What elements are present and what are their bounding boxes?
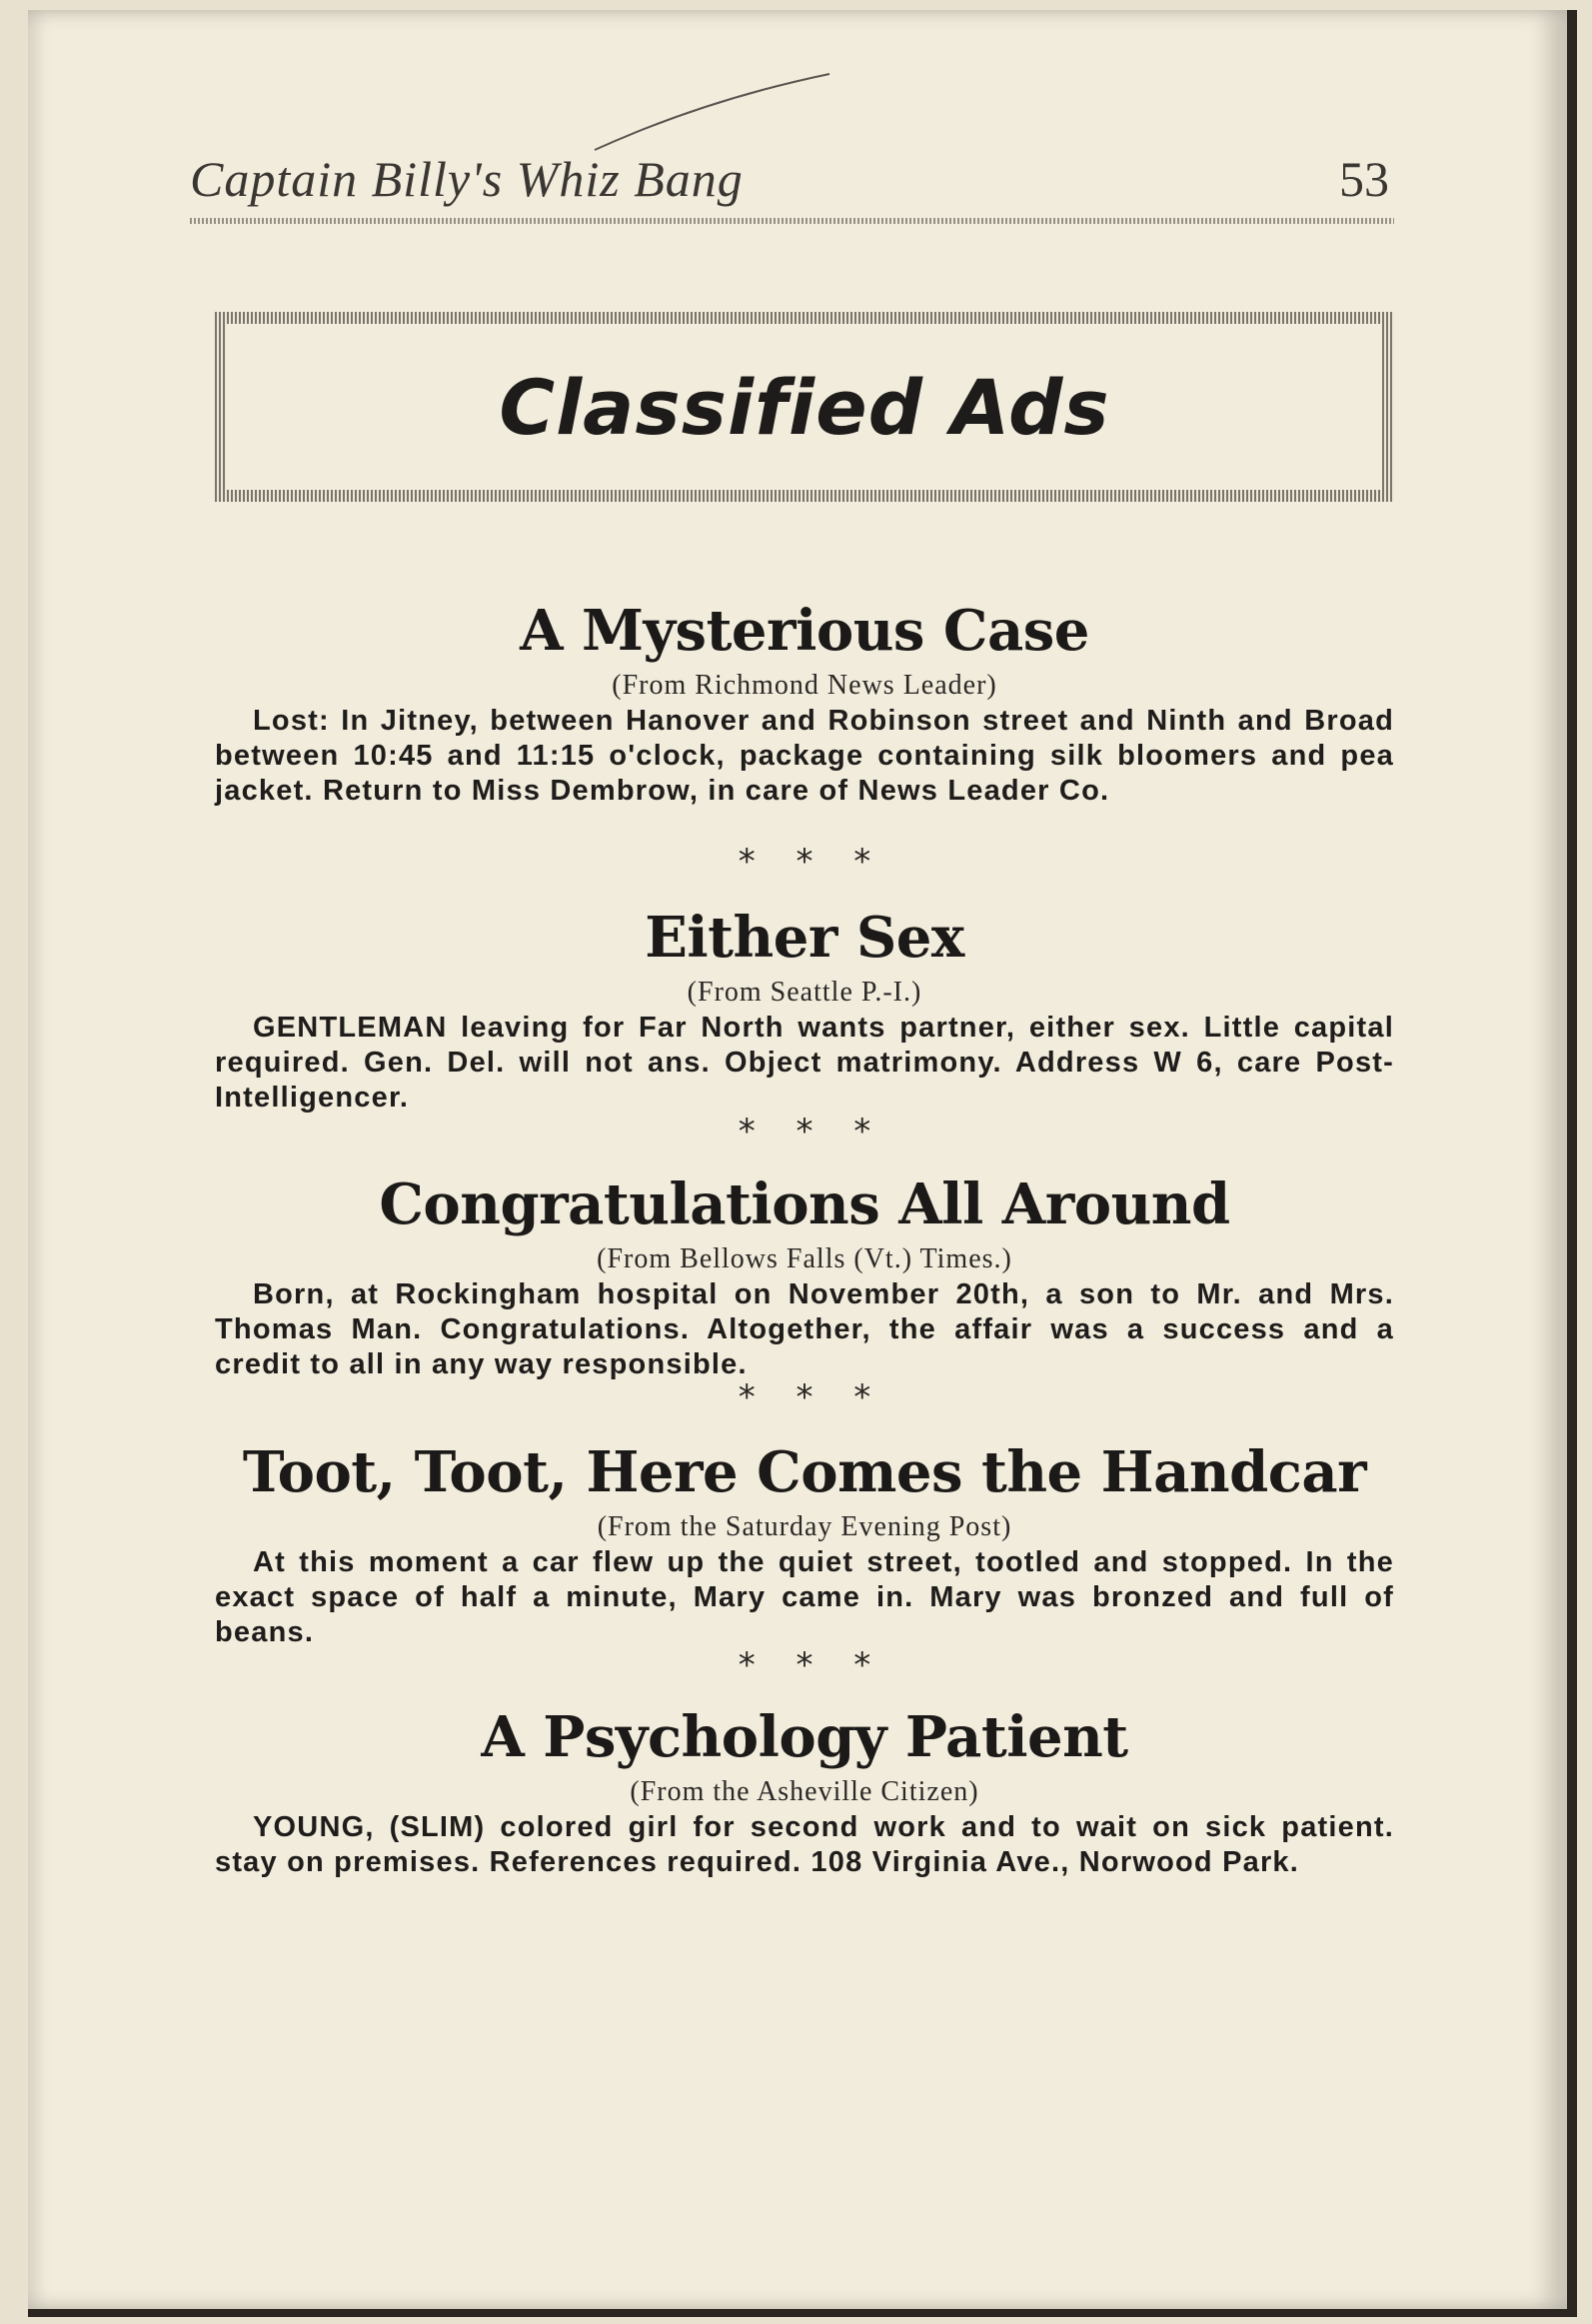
article-title: A Psychology Patient <box>481 1704 1128 1770</box>
article-title: Congratulations All Around <box>379 1171 1230 1237</box>
page-number: 53 <box>1339 151 1389 207</box>
section-title: Classified Ads <box>499 362 1110 452</box>
article-source: (From Richmond News Leader) <box>612 670 997 701</box>
article-source: (From the Saturday Evening Post) <box>597 1511 1012 1542</box>
pencil-stroke <box>585 70 834 160</box>
article-mysterious-case <box>215 598 1394 809</box>
separator-3: * * * <box>738 1377 871 1417</box>
section-banner <box>215 312 1394 502</box>
article-body: Lost: In Jitney, between Hanover and Robinson street and Ninth and Broad between 10:45 and 11:15 o'clock, package containing silk bloomers and pea jacket. Return to Miss Dembrow, in care of News Leader Co. <box>215 705 1394 807</box>
separator-1: * * * <box>738 842 871 882</box>
article-handcar <box>215 1439 1394 1650</box>
article-congratulations <box>215 1171 1394 1382</box>
header-rule <box>190 218 1394 224</box>
article-body: YOUNG, (SLIM) colored girl for second work and to wait on sick patient. stay on premises. References required. 108 Virginia Ave., Norwood Park. <box>215 1811 1394 1878</box>
running-title: Captain Billy's Whiz Bang <box>190 151 744 207</box>
article-body: At this moment a car flew up the quiet street, tootled and stopped. In the exact space of half a minute, Mary came in. Mary was bronzed and full of beans. <box>215 1546 1394 1648</box>
article-either-sex <box>215 905 1394 1116</box>
article-source: (From Seattle P.-I.) <box>687 977 922 1008</box>
article-title: A Mysterious Case <box>520 598 1089 664</box>
article-psychology-patient <box>215 1704 1394 1880</box>
article-title: Either Sex <box>645 905 964 971</box>
separator-4: * * * <box>738 1645 871 1685</box>
separator-2: * * * <box>738 1112 871 1152</box>
article-source: (From the Asheville Citizen) <box>630 1776 979 1807</box>
article-body: GENTLEMAN leaving for Far North wants partner, either sex. Little capital required. Gen. Del. will not ans. Object matrimony. Address W 6, care Post-Intelligencer. <box>215 1012 1394 1114</box>
article-title: Toot, Toot, Here Comes the Handcar <box>242 1439 1367 1505</box>
running-header <box>190 150 1389 210</box>
article-body: Born, at Rockingham hospital on November 20th, a son to Mr. and Mrs. Thomas Man. Congratulations. Altogether, the affair was a success and a credit to all in any way responsible. <box>215 1278 1394 1380</box>
article-source: (From Bellows Falls (Vt.) Times.) <box>597 1243 1012 1274</box>
